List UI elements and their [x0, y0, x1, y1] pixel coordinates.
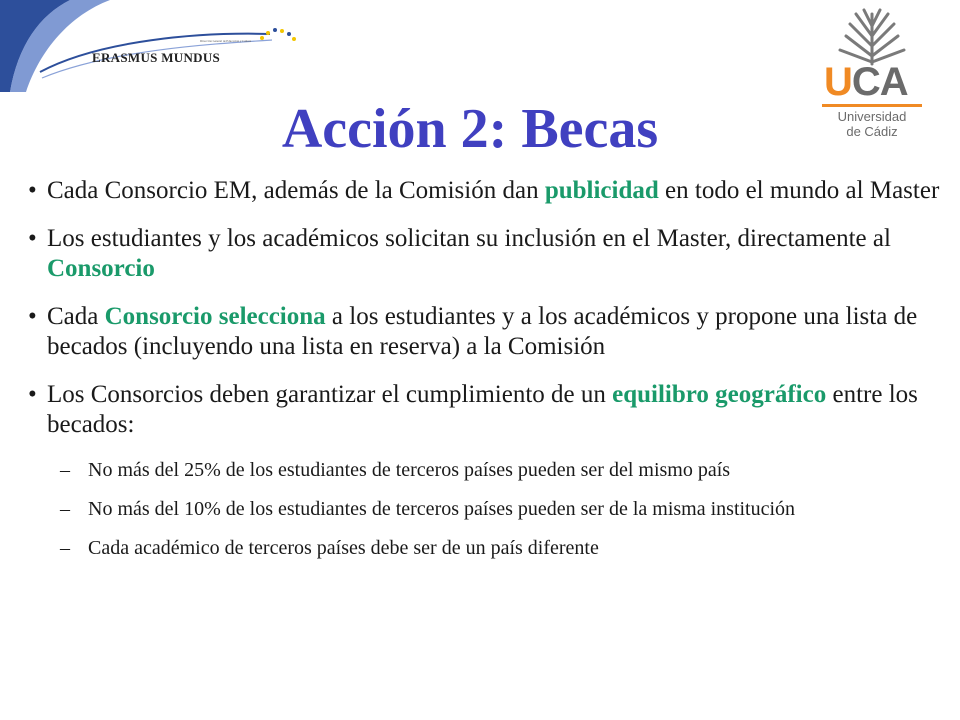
erasmus-swoosh-icon — [0, 0, 300, 92]
bullet-text: Los estudiantes y los académicos solicitan su inclusión en el Master, directamente al — [47, 225, 891, 252]
highlight-text: Consorcio selecciona — [104, 303, 326, 330]
bullet-list — [30, 176, 945, 440]
bullet-item — [30, 302, 945, 362]
highlight-text: Consorcio — [47, 255, 155, 282]
sub-item — [30, 536, 945, 560]
erasmus-tagline: Dirección General de Educación y Cultura — [200, 39, 252, 43]
uca-letter-u: U — [824, 60, 852, 104]
bullet-text: en todo el mundo al Master — [658, 177, 940, 204]
sub-text: Cada académico de terceros países debe ser de un país diferente — [88, 537, 599, 559]
bullet-text: entre los becados: — [47, 381, 918, 438]
slide-content — [30, 176, 945, 575]
sub-marker: – — [60, 459, 70, 481]
bullet-item — [30, 224, 945, 284]
uca-line1: Universidad — [837, 109, 907, 124]
bullet-text: Cada Consorcio EM, además de la Comisión dan — [47, 177, 545, 204]
uca-letters-ca: CA — [851, 60, 908, 104]
sub-marker: – — [60, 537, 70, 559]
sub-list — [30, 458, 945, 560]
uca-line2: de Cádiz — [846, 124, 898, 139]
sub-item — [30, 497, 945, 521]
bullet-marker: • — [28, 381, 37, 408]
sub-text: No más del 10% de los estudiantes de terceros países pueden ser de la misma institución — [88, 498, 796, 520]
bullet-text: Cada — [47, 303, 105, 330]
bullet-item — [30, 176, 945, 206]
sub-marker: – — [60, 498, 70, 520]
erasmus-mundus-brand: ERASMUS MUNDUS — [92, 50, 221, 65]
bullet-text: Los Consorcios deben garantizar el cumplimiento de un — [47, 381, 613, 408]
sub-item — [30, 458, 945, 482]
slide-title: Acción 2: Becas — [281, 98, 659, 160]
sub-text: No más del 25% de los estudiantes de terceros países pueden ser del mismo país — [88, 459, 731, 481]
uca-emblem-icon — [832, 6, 912, 66]
eu-stars-icon — [258, 26, 298, 46]
bullet-marker: • — [28, 177, 37, 204]
highlight-text: publicidad — [544, 177, 659, 204]
highlight-text: equilibro geográfico — [612, 381, 827, 408]
bullet-marker: • — [28, 303, 37, 330]
bullet-text: a los estudiantes y a los académicos y propone una lista de becados (incluyendo una lista en reserva) a la Comisión — [47, 303, 918, 360]
bullet-item — [30, 380, 945, 440]
bullet-marker: • — [28, 225, 37, 252]
